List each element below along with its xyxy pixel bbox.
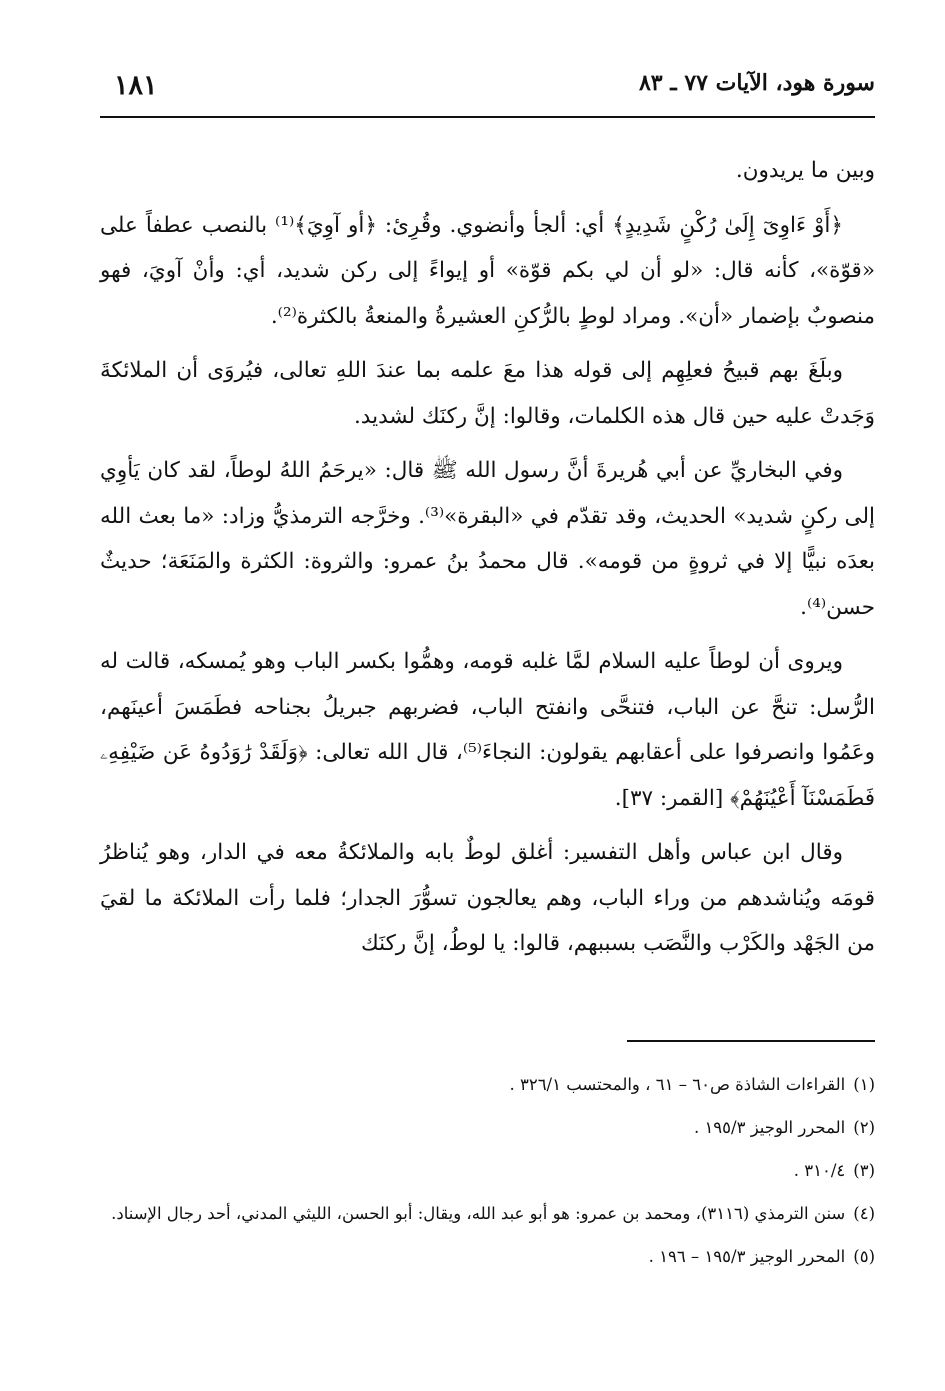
footnote-2	[100, 1113, 875, 1143]
footnotes	[100, 1070, 875, 1285]
footnote-text: القراءات الشاذة ص٦٠ – ٦١ ، والمحتسب ٣٢٦/١ .	[509, 1075, 846, 1094]
paragraph-1: وبين ما يريدون.	[735, 158, 875, 183]
running-header	[100, 62, 875, 118]
footnote-text: المحرر الوجيز ١٩٥/٣ .	[693, 1118, 846, 1137]
footnote-1	[100, 1070, 875, 1100]
paragraph-4: وفي البخاريِّ عن أبي هُريرةَ أنَّ رسول الله ﷺ قال: «يرحَمُ اللهُ لوطاً، لقد كان يَأوِي إلى ركنٍ شديد» الحديث، وقد تقدّم في «البقرة»⁽³⁾. وخرَّجه الترمذيُّ وزاد: «ما بعث الله بعدَه نبيًّا إلا في ثروةٍ من قومه». قال محمدُ بنُ عمرو: والثروة: الكثرة والمَنَعَة؛ حديثٌ حسن⁽⁴⁾.	[100, 458, 875, 620]
footnote-number: (٥)	[853, 1247, 875, 1266]
footnote-3	[100, 1156, 875, 1186]
footnote-number: (٤)	[853, 1204, 875, 1223]
footnote-divider	[627, 1040, 875, 1042]
footnote-5	[100, 1242, 875, 1272]
paragraph-2: ﴿أَوْ ءَاوِىٓ إِلَىٰ رُكْنٍ شَدِيدٍ﴾ أي: ألجأ وأنضوي. وقُرِئ: ﴿أو آوِيَ﴾⁽¹⁾ بالنصب عطفاً على «قوّة»، كأنه قال: «لو أن لي بكم قوّة» أو إيواءً إلى ركن شديد، أي: وأنْ آويَ، فهو منصوبٌ بإضمار «أن». ومراد لوطٍ بالرُّكنِ العشيرةُ والمنعةُ بالكثرة⁽²⁾.	[100, 212, 875, 329]
paragraph-5: ويروى أن لوطاً عليه السلام لمَّا غلبه قومه، وهمُّوا بكسر الباب وهو يُمسكه، قالت له الرُّسل: تنحَّ عن الباب، فتنحَّى وانفتح الباب، فضربهم جبريلُ بجناحه فطَمَسَ أعينَهم، وعَمُوا وانصرفوا على أعقابهم يقولون: النجاءَ⁽⁵⁾، قال الله تعالى: ﴿وَلَقَدْ رَٰوَدُوهُ عَن ضَيْفِهِۦ فَطَمَسْنَآ أَعْيُنَهُمْ﴾ [القمر: ٣٧].	[100, 649, 875, 811]
paragraph-3: وبلَغَ بهم قبيحُ فعلِهِم إلى قوله هذا معَ علمه بما عندَ اللهِ تعالى، فيُروَى أن الملائكةَ وَجَدتْ عليه حين قال هذه الكلمات، وقالوا: إنَّ ركنَك لشديد.	[100, 358, 875, 429]
footnote-4	[100, 1199, 875, 1229]
header-title: سورة هود، الآيات ٧٧ ـ ٨٣	[638, 70, 875, 96]
footnote-text: المحرر الوجيز ١٩٥/٣ – ١٩٦ .	[648, 1247, 846, 1266]
main-text	[100, 148, 875, 976]
footnote-number: (٢)	[853, 1118, 875, 1137]
footnote-text: سنن الترمذي (٣١١٦)، ومحمد بن عمرو: هو أبو عبد الله، ويقال: أبو الحسن، الليثي المدني، أحد رجال الإسناد.	[111, 1204, 846, 1223]
footnote-number: (١)	[853, 1075, 875, 1094]
paragraph-6: وقال ابن عباس وأهل التفسير: أغلق لوطٌ بابه والملائكةُ معه في الدار، وهو يُناظرُ قومَه ويُناشدهم من وراء الباب، وهم يعالجون تسوُّرَ الجدار؛ فلما رأت الملائكة ما لقيَ من الجَهْد والكَرْب والنَّصَب بسببهم، قالوا: يا لوطُ، إنَّ ركنَك	[100, 840, 875, 956]
page-number: ١٨١	[114, 70, 158, 101]
footnote-text: ٣١٠/٤ .	[793, 1161, 846, 1180]
footnote-number: (٣)	[853, 1161, 875, 1180]
